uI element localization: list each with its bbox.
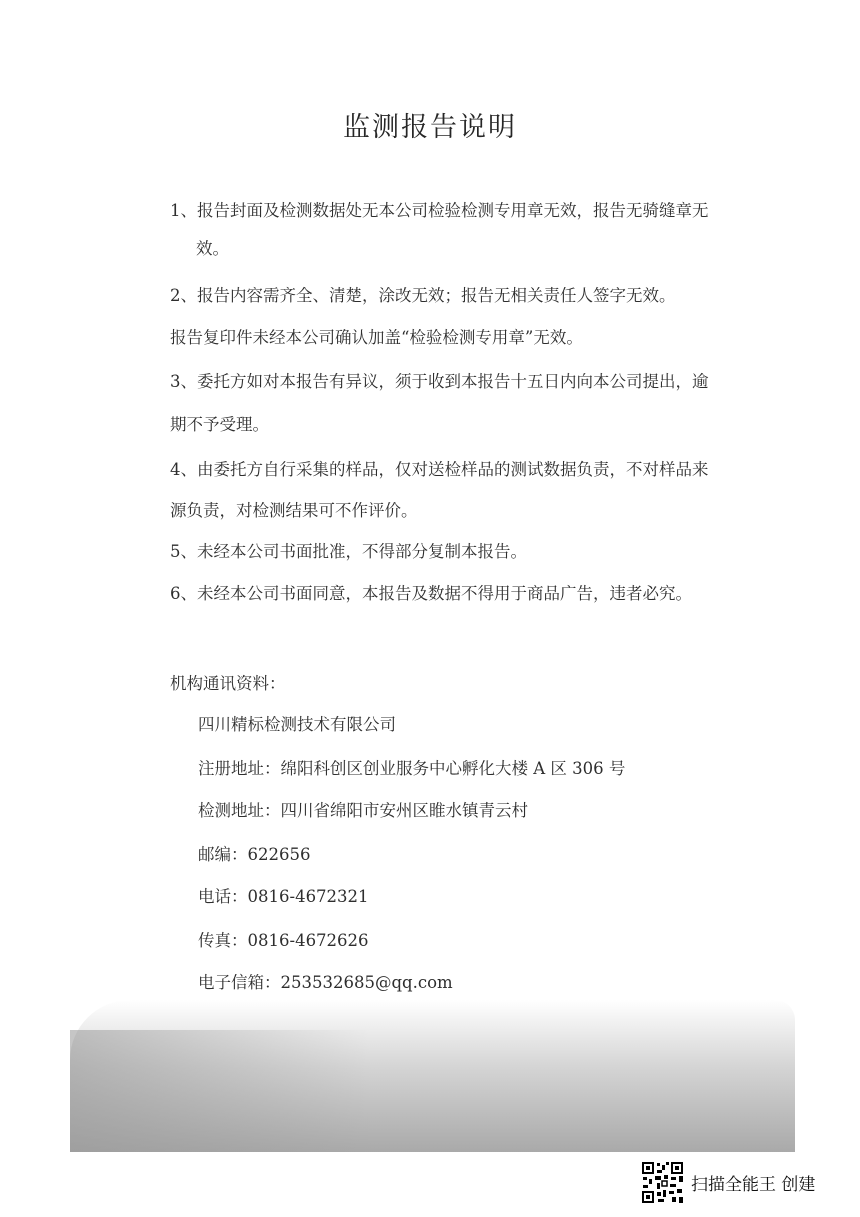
item-6-line-1: 6、未经本公司书面同意，本报告及数据不得用于商品广告，违者必究。 [170, 584, 692, 603]
test-address: 检测地址：四川省绵阳市安州区睢水镇青云村 [198, 801, 528, 820]
contact-heading: 机构通讯资料： [170, 674, 286, 693]
item-4-line-1: 4、由委托方自行采集的样品，仅对送检样品的测试数据负责，不对样品来 [170, 460, 709, 479]
item-1-line-2: 效。 [196, 239, 229, 258]
item-2-line-1: 2、报告内容需齐全、清楚，涂改无效；报告无相关责任人签字无效。 [170, 286, 676, 305]
item-2-line-2: 报告复印件未经本公司确认加盖“检验检测专用章”无效。 [170, 328, 583, 347]
item-3-line-1: 3、委托方如对本报告有异议，须于收到本报告十五日内向本公司提出，逾 [170, 372, 709, 391]
fax: 传真：0816-4672626 [198, 931, 369, 950]
company-name: 四川精标检测技术有限公司 [198, 715, 396, 734]
document-title: 监测报告说明 [343, 112, 517, 143]
registered-address: 注册地址：绵阳科创区创业服务中心孵化大楼 A 区 306 号 [198, 759, 626, 778]
qr-code-icon [641, 1161, 684, 1204]
item-4-line-2: 源负责，对检测结果可不作评价。 [170, 501, 418, 520]
email: 电子信箱：253532685@qq.com [198, 973, 453, 992]
scanner-watermark [641, 1158, 815, 1206]
phone: 电话：0816-4672321 [198, 887, 369, 906]
scan-shadow-edge [70, 1030, 370, 1152]
item-1-line-1: 1、报告封面及检测数据处无本公司检验检测专用章无效，报告无骑缝章无 [170, 201, 709, 220]
postcode: 邮编：622656 [198, 845, 311, 864]
scanner-brand-text: 扫描全能王 创建 [691, 1174, 816, 1195]
item-5-line-1: 5、未经本公司书面批准，不得部分复制本报告。 [170, 542, 527, 561]
item-3-line-2: 期不予受理。 [170, 415, 269, 434]
